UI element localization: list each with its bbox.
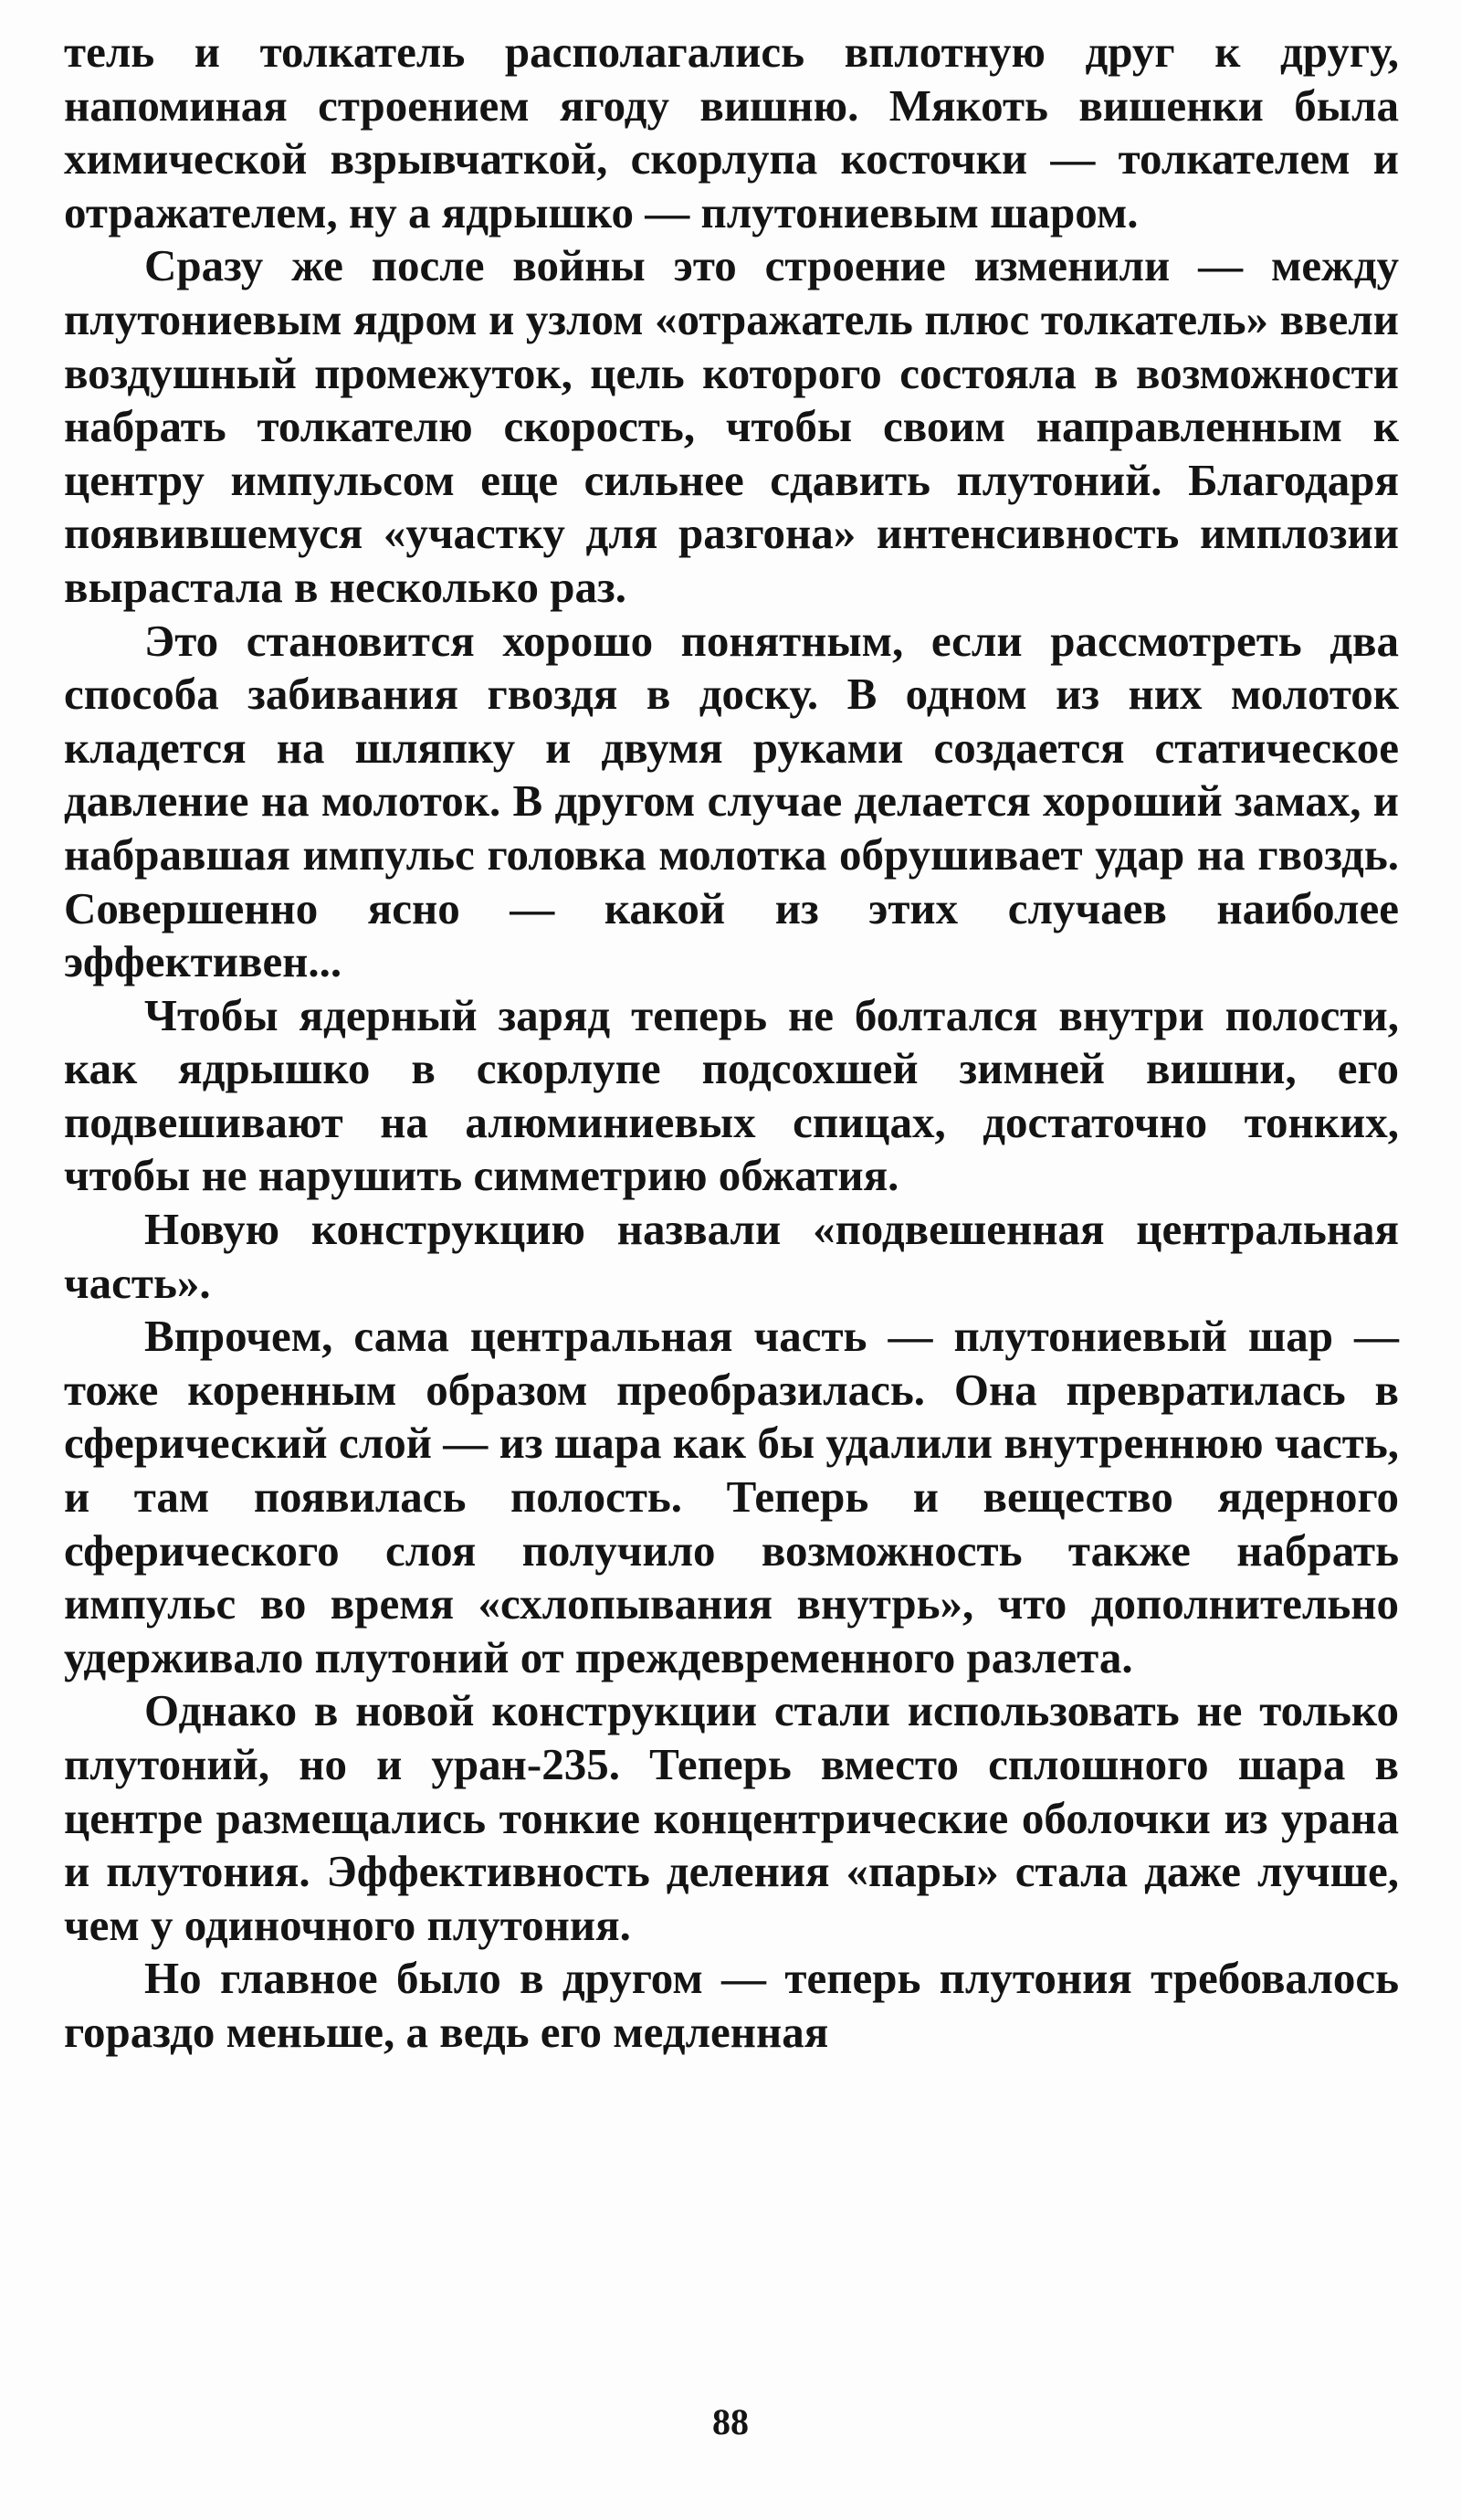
paragraph: Это становится хорошо понятным, если рассмотреть два способа забивания гвоздя в доску. В одном из них молоток кладется на шляпку и двумя руками создается статическое давление на молоток. В другом случае делается хороший замах, и набравшая импульс головка молотка обрушивает удар на гвоздь. Совершенно ясно — какой из этих случаев наиболее эффективен... (64, 615, 1399, 987)
paragraph: Но главное было в другом — теперь плутония требовалось гораздо меньше, а ведь его медленная (64, 1953, 1399, 2057)
body-text (64, 26, 1399, 2060)
paragraph-continued: тель и толкатель располагались вплотную друг к другу, напоминая строением ягоду вишню. Мякоть вишенки была химической взрывчаткой, скорлупа косточки — толкателем и отражателем, ну а ядрышко — плутониевым шаром. (64, 26, 1399, 237)
paragraph: Сразу же после войны это строение изменили — между плутониевым ядром и узлом «отражатель плюс толкатель» ввели воздушный промежуток, цель которого состояла в возможности набрать толкателю скорость, чтобы своим направленным к центру импульсом еще сильнее сдавить плутоний. Благодаря появившемуся «участку для разгона» интенсивность имплозии вырастала в несколько раз. (64, 240, 1399, 612)
paragraph: Однако в новой конструкции стали использовать не только плутоний, но и уран-235. Теперь вместо сплошного шара в центре размещались тонкие концентрические оболочки из урана и плутония. Эффективность деления «пары» стала даже лучше, чем у одиночного плутония. (64, 1685, 1399, 1950)
page-number: 88 (712, 2401, 749, 2442)
paragraph: Впрочем, сама центральная часть — плутониевый шар — тоже коренным образом преобразилась. Она превратилась в сферический слой — из шара как бы удалили внутреннюю часть, и там появилась полость. Теперь и вещество ядерного сферического слоя получило возможность также набрать импульс во время «схлопывания внутрь», что дополнительно удерживало плутоний от преждевременного разлета. (64, 1311, 1399, 1682)
paragraph: Новую конструкцию назвали «подвешенная центральная часть». (64, 1204, 1399, 1308)
paragraph: Чтобы ядерный заряд теперь не болтался внутри полости, как ядрышко в скорлупе подсохшей зимней вишни, его подвешивают на алюминиевых спицах, достаточно тонких, чтобы не нарушить симметрию обжатия. (64, 989, 1399, 1201)
